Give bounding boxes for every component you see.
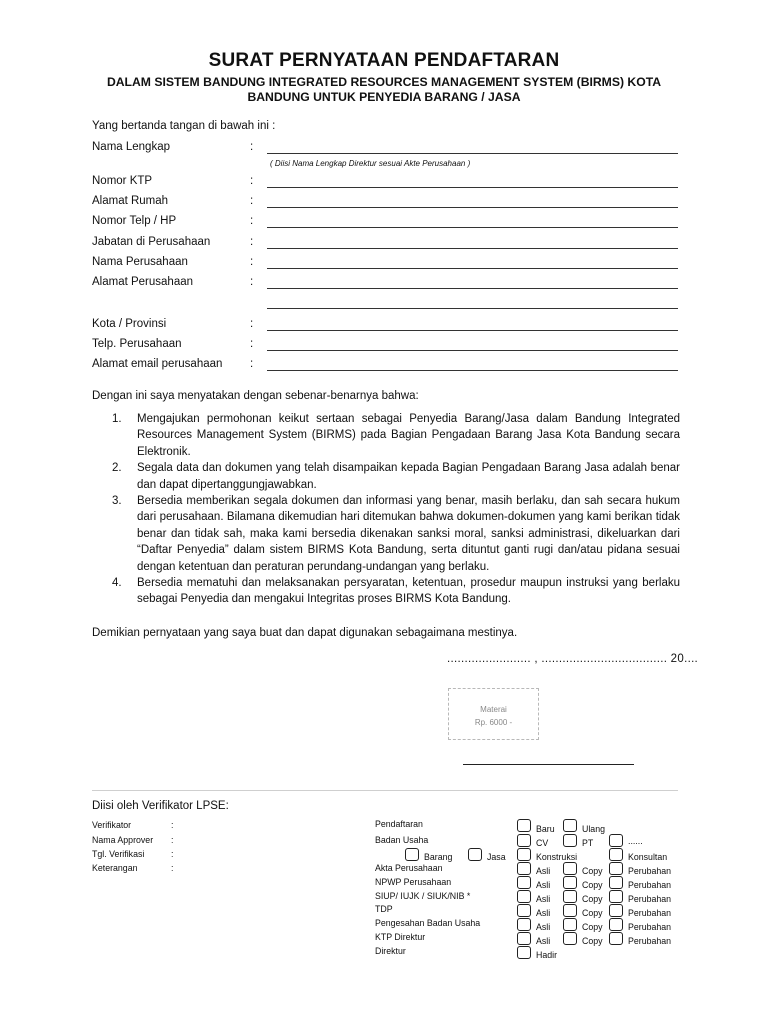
list-item-text: Bersedia memberikan segala dokumen dan informasi yang benar, masih berlaku, dan sah secara hukum dari perusahaan. Bilamana dikemudian hari ditemukan bahwa dokumen-dokumen yang kami berikan tidak benar dan tidak sah, maka kami bersedia dikenakan sanksi moral, sanksi administrasi, dikeluarkan dari “Daftar Penyedia” dalam sistem BIRMS Kota Bandung, serta dituntut ganti rugi dan/atau pidana sesuai dengan ketentuan dan peraturan perundang-undangan yang berlaku. (137, 495, 680, 573)
verif-colon: : (171, 849, 174, 859)
cv-option-label: CV (536, 838, 549, 848)
field-telp-perusahaan (92, 338, 678, 354)
signature-line[interactable] (463, 764, 634, 765)
tgl-verifikasi-row (92, 849, 174, 859)
copy-label: Copy (582, 922, 603, 932)
asli-label: Asli (536, 880, 551, 890)
list-item-number: 1. (112, 413, 122, 425)
field-label: Nama Lengkap (92, 141, 170, 153)
pengesahan-perubahan-checkbox[interactable] (609, 918, 623, 931)
copy-label: Copy (582, 866, 603, 876)
asli-label: Asli (536, 908, 551, 918)
perubahan-label: Perubahan (628, 894, 672, 904)
list-item-number: 2. (112, 462, 122, 475)
keterangan-row (92, 863, 174, 873)
ktp-asli-checkbox[interactable] (517, 932, 531, 945)
pt-option-label: PT (582, 838, 594, 848)
verif-label: Nama Approver (92, 835, 154, 845)
asli-label: Asli (536, 894, 551, 904)
perubahan-label: Perubahan (628, 936, 672, 946)
barang-checkbox[interactable] (405, 848, 419, 861)
list-item (92, 493, 680, 575)
pengesahan-label: Pengesahan Badan Usaha (375, 918, 481, 928)
siup-label: SIUP/ IUJK / SIUK/NIB * (375, 891, 471, 901)
npwp-label: NPWP Perusahaan (375, 877, 452, 887)
field-alamat-rumah (92, 195, 678, 211)
field-label: Jabatan di Perusahaan (92, 236, 211, 248)
field-nomor-telp (92, 215, 678, 231)
pengesahan-copy-checkbox[interactable] (563, 918, 577, 931)
barang-option-label: Barang (424, 852, 453, 862)
asli-label: Asli (536, 866, 551, 876)
tdp-copy-checkbox[interactable] (563, 904, 577, 917)
verif-label: Verifikator (92, 820, 132, 830)
konsultan-option-label: Konsultan (628, 852, 668, 862)
nama-perusahaan-input-line[interactable] (267, 268, 678, 269)
field-label: Nomor Telp / HP (92, 215, 177, 227)
hadir-label: Hadir (536, 950, 558, 960)
copy-label: Copy (582, 894, 603, 904)
list-item-text: Segala data dan dokumen yang telah disampaikan kepada Bagian Pengadaan Barang Jasa adalah benar dan dapat dipertanggungjawabkan. (137, 462, 680, 491)
ktp-perubahan-checkbox[interactable] (609, 932, 623, 945)
field-colon: : (250, 358, 254, 370)
hadir-checkbox[interactable] (517, 946, 531, 959)
perubahan-label: Perubahan (628, 880, 672, 890)
badan-usaha-label: Badan Usaha (375, 835, 429, 845)
nama-lengkap-hint: ( Diisi Nama Lengkap Direktur sesuai Akte Perusahaan ) (270, 159, 471, 168)
ulang-checkbox[interactable] (563, 819, 577, 832)
verif-label: Keterangan (92, 863, 138, 873)
section-divider (92, 790, 678, 791)
cv-checkbox[interactable] (517, 834, 531, 847)
list-item-number: 4. (112, 577, 122, 590)
field-label: Kota / Provinsi (92, 318, 167, 330)
jasa-checkbox[interactable] (468, 848, 482, 861)
copy-label: Copy (582, 908, 603, 918)
verif-colon: : (171, 835, 174, 845)
field-alamat-perusahaan (92, 276, 678, 292)
statement-intro: Dengan ini saya menyatakan dengan sebenar-benarnya bahwa: (92, 390, 419, 402)
npwp-copy-checkbox[interactable] (563, 876, 577, 889)
npwp-asli-checkbox[interactable] (517, 876, 531, 889)
konsultan-checkbox[interactable] (609, 848, 623, 861)
field-alamat-email (92, 358, 678, 374)
field-nama-lengkap (92, 141, 678, 157)
nomor-telp-input-line[interactable] (267, 227, 678, 228)
field-label: Nomor KTP (92, 175, 153, 187)
siup-perubahan-checkbox[interactable] (609, 890, 623, 903)
verif-colon: : (171, 863, 174, 873)
akta-perubahan-checkbox[interactable] (609, 862, 623, 875)
list-item-number: 3. (112, 495, 122, 508)
stamp-placeholder (448, 688, 539, 740)
field-colon: : (250, 318, 254, 330)
pendaftaran-label: Pendaftaran (375, 819, 423, 829)
other-badan-usaha-checkbox[interactable] (609, 834, 623, 847)
subtitle-line-1: DALAM SISTEM BANDUNG INTEGRATED RESOURCES MANAGEMENT SYSTEM (BIRMS) KOTA (106, 75, 662, 89)
field-colon: : (250, 175, 254, 187)
list-item-text: Bersedia mematuhi dan melaksanakan persyaratan, ketentuan, prosedur maupun instruksi yang berlaku sebagai Penyedia dan mengakui Integritas proses BIRMS Kota Bandung. (137, 577, 680, 606)
jasa-option-label: Jasa (487, 852, 506, 862)
field-label: Alamat email perusahaan (92, 358, 223, 370)
ktp-copy-checkbox[interactable] (563, 932, 577, 945)
subtitle-line-2: BANDUNG UNTUK PENYEDIA BARANG / JASA (247, 90, 521, 104)
akta-asli-checkbox[interactable] (517, 862, 531, 875)
pt-checkbox[interactable] (563, 834, 577, 847)
npwp-perubahan-checkbox[interactable] (609, 876, 623, 889)
copy-label: Copy (582, 936, 603, 946)
statement-list (92, 411, 680, 608)
verification-title: Diisi oleh Verifikator LPSE: (92, 800, 229, 812)
baru-checkbox[interactable] (517, 819, 531, 832)
field-nama-perusahaan (92, 256, 678, 272)
tdp-perubahan-checkbox[interactable] (609, 904, 623, 917)
tdp-asli-checkbox[interactable] (517, 904, 531, 917)
baru-option-label: Baru (536, 824, 555, 834)
perubahan-label: Perubahan (628, 922, 672, 932)
field-colon: : (250, 256, 254, 268)
stamp-label: Materai (480, 705, 507, 714)
tdp-label: TDP (375, 904, 393, 914)
field-colon: : (250, 215, 254, 227)
verif-label: Tgl. Verifikasi (92, 849, 145, 859)
copy-label: Copy (582, 880, 603, 890)
list-item-text: Mengajukan permohonan keikut sertaan sebagai Penyedia Barang/Jasa dalam Bandung Integrated Resources Management System (BIRMS) pada Bagian Pengadaan Barang Jasa Kota Bandung secara Elektronik. (137, 413, 680, 458)
other-badan-usaha-label: ...... (628, 836, 643, 846)
telp-perusahaan-input-line[interactable] (267, 350, 678, 351)
nomor-ktp-input-line[interactable] (267, 187, 678, 188)
asli-label: Asli (536, 936, 551, 946)
direktur-label: Direktur (375, 946, 406, 956)
alamat-email-input-line[interactable] (267, 370, 678, 371)
siup-copy-checkbox[interactable] (563, 890, 577, 903)
perubahan-label: Perubahan (628, 908, 672, 918)
perubahan-label: Perubahan (628, 866, 672, 876)
asli-label: Asli (536, 922, 551, 932)
approver-row (92, 835, 174, 845)
list-item (92, 575, 680, 608)
akta-perusahaan-label: Akta Perusahaan (375, 863, 443, 873)
intro-text: Yang bertanda tangan di bawah ini : (92, 120, 276, 132)
alamat-rumah-input-line[interactable] (267, 207, 678, 208)
ulang-option-label: Ulang (582, 824, 605, 834)
field-label: Alamat Rumah (92, 195, 169, 207)
field-colon: : (250, 195, 254, 207)
akta-copy-checkbox[interactable] (563, 862, 577, 875)
place-date-line[interactable]: ........................ , .................................... 20.... (447, 653, 699, 665)
document-subtitle (60, 75, 708, 105)
siup-asli-checkbox[interactable] (517, 890, 531, 903)
kota-provinsi-input-line[interactable] (267, 330, 678, 331)
jabatan-input-line[interactable] (267, 248, 678, 249)
list-item (92, 460, 680, 493)
list-item (92, 411, 680, 460)
ktp-direktur-label: KTP Direktur (375, 932, 426, 942)
konstruksi-option-label: Konstruksi (536, 852, 578, 862)
field-jabatan (92, 236, 678, 252)
field-label: Nama Perusahaan (92, 256, 188, 268)
field-colon: : (250, 338, 254, 350)
field-label: Telp. Perusahaan (92, 338, 182, 350)
field-label: Alamat Perusahaan (92, 276, 194, 288)
alamat-perusahaan-extra-line[interactable] (267, 308, 678, 309)
stamp-value: Rp. 6000 - (474, 718, 513, 727)
nama-lengkap-input-line[interactable] (267, 153, 678, 154)
field-colon: : (250, 236, 254, 248)
verif-colon: : (171, 820, 174, 830)
alamat-perusahaan-input-line[interactable] (267, 288, 678, 289)
field-colon: : (250, 276, 254, 288)
konstruksi-checkbox[interactable] (517, 848, 531, 861)
field-colon: : (250, 141, 254, 153)
field-kota-provinsi (92, 318, 678, 334)
closing-text: Demikian pernyataan yang saya buat dan dapat digunakan sebagaimana mestinya. (92, 627, 518, 639)
verifikator-row (92, 820, 174, 830)
pengesahan-asli-checkbox[interactable] (517, 918, 531, 931)
document-title: SURAT PERNYATAAN PENDAFTARAN (208, 50, 560, 71)
field-nomor-ktp (92, 175, 678, 191)
